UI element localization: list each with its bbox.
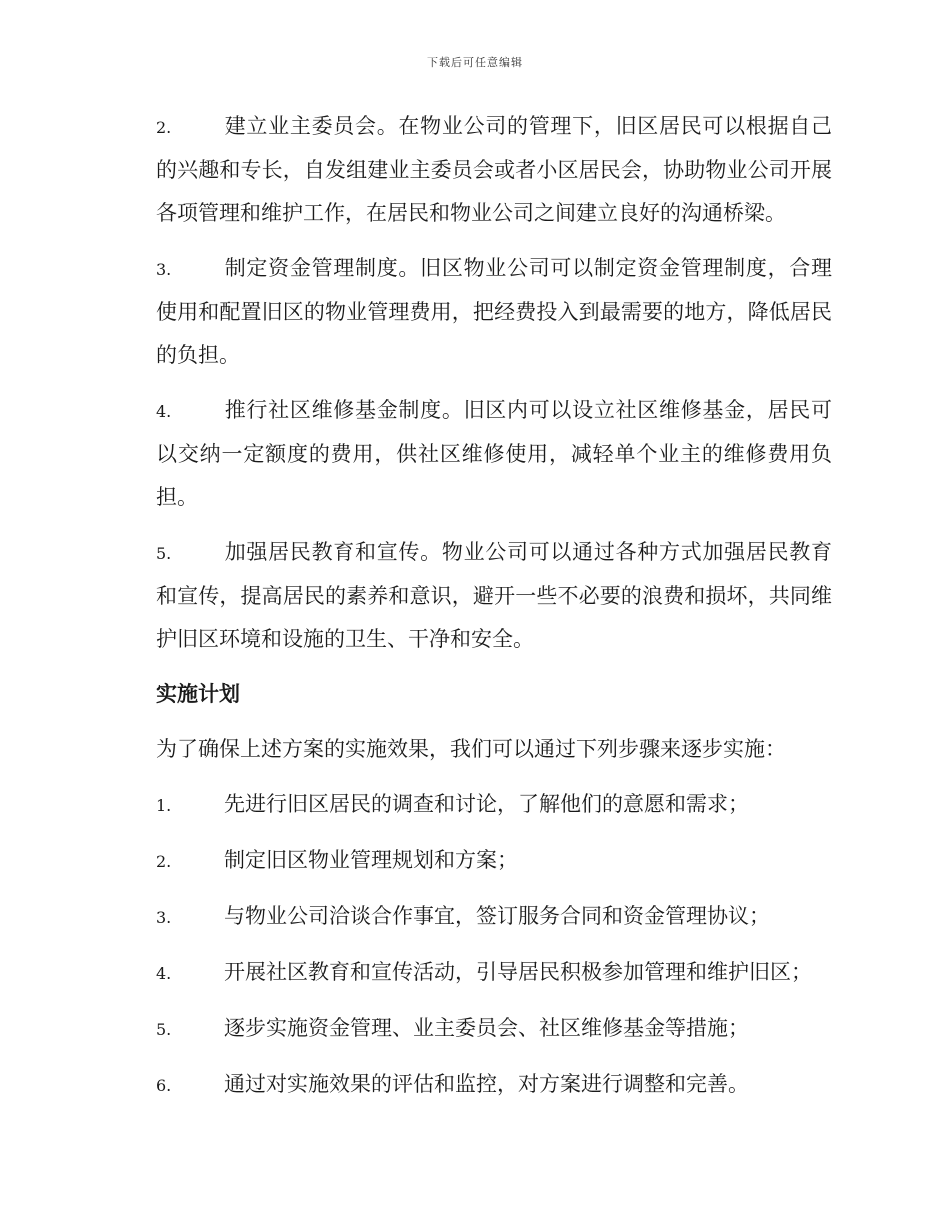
step-number: 6. (156, 1076, 172, 1095)
item-text: 加强居民教育和宣传。物业公司可以通过各种方式加强居民教育和宣传，提高居民的素养和意识，避开一些不必要的浪费和损坏，共同维护旧区环境和设施的卫生、干净和安全。 (156, 540, 832, 651)
plan-step (112, 839, 832, 883)
plan-step (112, 1007, 832, 1051)
page-header: 下载后可任意编辑 (427, 56, 523, 69)
step-text: 开展社区教育和宣传活动，引导居民积极参加管理和维护旧区； (224, 960, 812, 984)
step-text: 先进行旧区居民的调查和讨论，了解他们的意愿和需求； (224, 792, 749, 816)
plan-step (112, 783, 832, 827)
measure-item (112, 531, 832, 661)
step-text: 通过对实施效果的评估和监控，对方案进行调整和完善。 (224, 1072, 749, 1096)
step-text: 与物业公司洽谈合作事宜，签订服务合同和资金管理协议； (224, 904, 770, 928)
step-number: 2. (156, 852, 172, 871)
section-heading: 实施计划 (156, 682, 240, 706)
document-body (112, 105, 832, 1119)
step-number: 3. (156, 908, 172, 927)
step-text: 制定旧区物业管理规划和方案； (224, 848, 518, 872)
item-number: 3. (156, 260, 172, 279)
plan-step (112, 1063, 832, 1107)
item-text: 推行社区维修基金制度。旧区内可以设立社区维修基金，居民可以交纳一定额度的费用，供社区维修使用，减轻单个业主的维修费用负担。 (156, 398, 832, 509)
item-number: 4. (156, 402, 172, 421)
plan-step (112, 951, 832, 995)
step-text: 逐步实施资金管理、业主委员会、社区维修基金等措施； (224, 1016, 749, 1040)
item-number: 2. (156, 118, 172, 137)
step-number: 4. (156, 964, 172, 983)
item-text: 制定资金管理制度。旧区物业公司可以制定资金管理制度，合理使用和配置旧区的物业管理费用，把经费投入到最需要的地方，降低居民的负担。 (156, 256, 832, 367)
step-number: 5. (156, 1020, 172, 1039)
plan-step (112, 895, 832, 939)
item-number: 5. (156, 544, 172, 563)
step-number: 1. (156, 796, 172, 815)
measure-item (112, 389, 832, 519)
measure-item (112, 247, 832, 377)
measure-item (112, 105, 832, 235)
item-text: 建立业主委员会。在物业公司的管理下，旧区居民可以根据自己的兴趣和专长，自发组建业主委员会或者小区居民会，协助物业公司开展各项管理和维护工作，在居民和物业公司之间建立良好的沟通桥梁。 (156, 114, 832, 225)
section-intro: 为了确保上述方案的实施效果，我们可以通过下列步骤来逐步实施： (156, 737, 786, 761)
